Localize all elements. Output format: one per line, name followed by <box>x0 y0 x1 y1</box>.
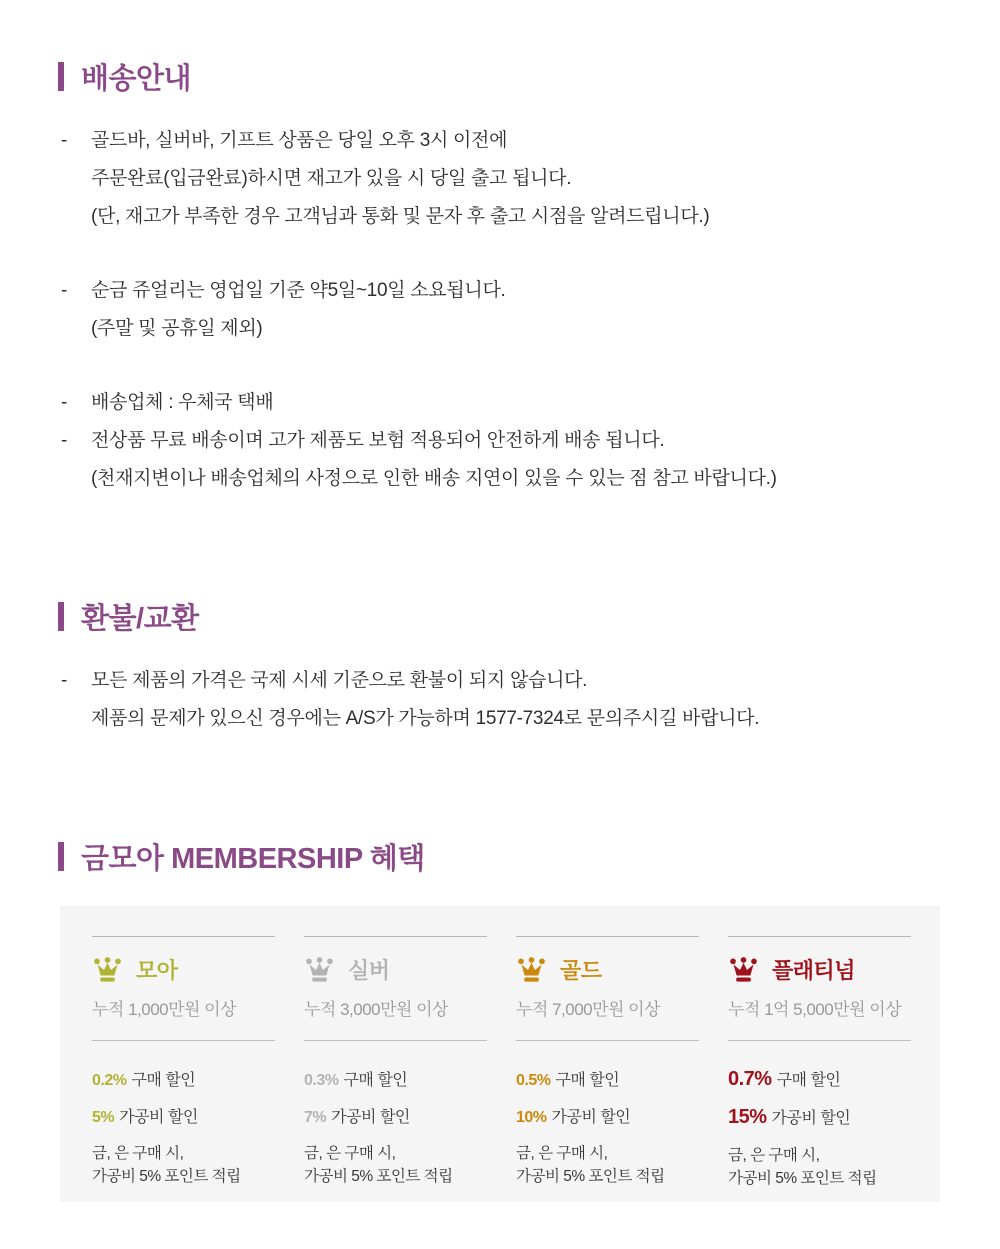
discount-percent: 0.5% <box>516 1072 551 1089</box>
divider <box>516 936 699 937</box>
benefit-purchase-discount: 0.2% 구매 할인 <box>92 1072 196 1089</box>
fee-percent: 5% <box>92 1109 115 1126</box>
divider <box>728 1040 911 1041</box>
shipping-line: (주말 및 공휴일 제외) <box>91 318 263 339</box>
divider <box>516 1040 699 1041</box>
fee-percent: 7% <box>304 1109 327 1126</box>
bullet-dash: - <box>61 670 68 691</box>
benefit-fee-discount: 7% 가공비 할인 <box>304 1109 410 1126</box>
refund-line: 제품의 문제가 있으신 경우에는 A/S가 가능하며 1577-7324로 문의주시길 바랍니다. <box>91 708 760 729</box>
divider <box>728 936 911 937</box>
benefit-fee-discount: 10% 가공비 할인 <box>516 1109 631 1126</box>
bullet-dash: - <box>61 392 68 413</box>
crown-icon <box>516 957 547 983</box>
section-membership-benefits <box>58 838 940 1202</box>
shipping-line: (단, 재고가 부족한 경우 고객님과 통화 및 문자 후 출고 시점을 알려드립니다.) <box>91 206 710 227</box>
discount-percent: 0.3% <box>304 1072 339 1089</box>
discount-percent: 0.7% <box>728 1068 772 1090</box>
shipping-line: 주문완료(입금완료)하시면 재고가 있을 시 당일 출고 됩니다. <box>91 168 572 189</box>
benefit-purchase-discount: 0.7% 구매 할인 <box>728 1068 841 1090</box>
shipping-line: 배송업체 : 우체국 택배 <box>91 392 274 413</box>
tier-name: 모아 <box>136 958 178 983</box>
benefit-point-accrual: 금, 은 구매 시, 가공비 5% 포인트 적립 <box>516 1145 665 1185</box>
list-item <box>58 122 940 236</box>
section-shipping-guide <box>58 58 940 498</box>
section-refund-exchange <box>58 598 940 738</box>
title-accent-bar <box>58 62 64 91</box>
tier-threshold: 누적 3,000만원 이상 <box>304 1000 449 1019</box>
divider <box>304 936 487 937</box>
list-item <box>58 272 940 348</box>
benefit-purchase-discount: 0.3% 구매 할인 <box>304 1072 408 1089</box>
shipping-line: (천재지변이나 배송업체의 사정으로 인한 배송 지연이 있을 수 있는 점 참고 바랍니다.) <box>91 468 777 489</box>
shipping-bullet-list <box>58 122 940 498</box>
benefit-purchase-discount: 0.5% 구매 할인 <box>516 1072 620 1089</box>
membership-tier-card-silver <box>304 936 487 1202</box>
benefit-point-accrual: 금, 은 구매 시, 가공비 5% 포인트 적립 <box>92 1145 241 1185</box>
tier-threshold: 누적 7,000만원 이상 <box>516 1000 661 1019</box>
benefit-point-accrual: 금, 은 구매 시, 가공비 5% 포인트 적립 <box>728 1147 877 1187</box>
membership-title-text: 금모아 MEMBERSHIP 혜택 <box>81 842 425 875</box>
tier-threshold: 누적 1억 5,000만원 이상 <box>728 1000 902 1019</box>
crown-icon <box>304 957 335 983</box>
list-item <box>58 662 940 738</box>
bullet-dash: - <box>61 130 68 151</box>
discount-percent: 0.2% <box>92 1072 127 1089</box>
divider <box>304 1040 487 1041</box>
shipping-line: 순금 쥬얼리는 영업일 기준 약5일~10일 소요됩니다. <box>91 280 506 301</box>
tier-name: 실버 <box>348 958 390 983</box>
crown-icon <box>92 957 123 983</box>
membership-tier-card-gold <box>516 936 699 1202</box>
refund-title <box>58 598 940 634</box>
divider <box>92 936 275 937</box>
shipping-line: 골드바, 실버바, 기프트 상품은 당일 오후 3시 이전에 <box>91 130 508 151</box>
tier-name: 플래티넘 <box>772 958 856 983</box>
benefit-fee-discount: 15% 가공비 할인 <box>728 1106 851 1128</box>
bullet-dash: - <box>61 280 68 301</box>
refund-bullet-list <box>58 662 940 738</box>
membership-title <box>58 838 940 874</box>
benefit-point-accrual: 금, 은 구매 시, 가공비 5% 포인트 적립 <box>304 1145 453 1185</box>
fee-percent: 10% <box>516 1109 547 1126</box>
title-accent-bar <box>58 842 64 871</box>
bullet-dash: - <box>61 430 68 451</box>
tier-name: 골드 <box>560 958 602 983</box>
refund-line: 모든 제품의 가격은 국제 시세 기준으로 환불이 되지 않습니다. <box>91 670 588 691</box>
shipping-title-text: 배송안내 <box>81 62 192 95</box>
fee-percent: 15% <box>728 1106 767 1128</box>
shipping-line: 전상품 무료 배송이며 고가 제품도 보험 적용되어 안전하게 배송 됩니다. <box>91 430 665 451</box>
refund-title-text: 환불/교환 <box>81 602 199 635</box>
benefit-fee-discount: 5% 가공비 할인 <box>92 1109 198 1126</box>
crown-icon <box>728 957 759 983</box>
shipping-title <box>58 58 940 94</box>
membership-tier-card-platinum <box>728 936 911 1202</box>
title-accent-bar <box>58 602 64 631</box>
membership-tier-card-moa <box>92 936 275 1202</box>
tier-threshold: 누적 1,000만원 이상 <box>92 1000 237 1019</box>
list-item <box>58 422 940 498</box>
list-item <box>58 384 940 422</box>
membership-panel <box>60 906 940 1202</box>
divider <box>92 1040 275 1041</box>
